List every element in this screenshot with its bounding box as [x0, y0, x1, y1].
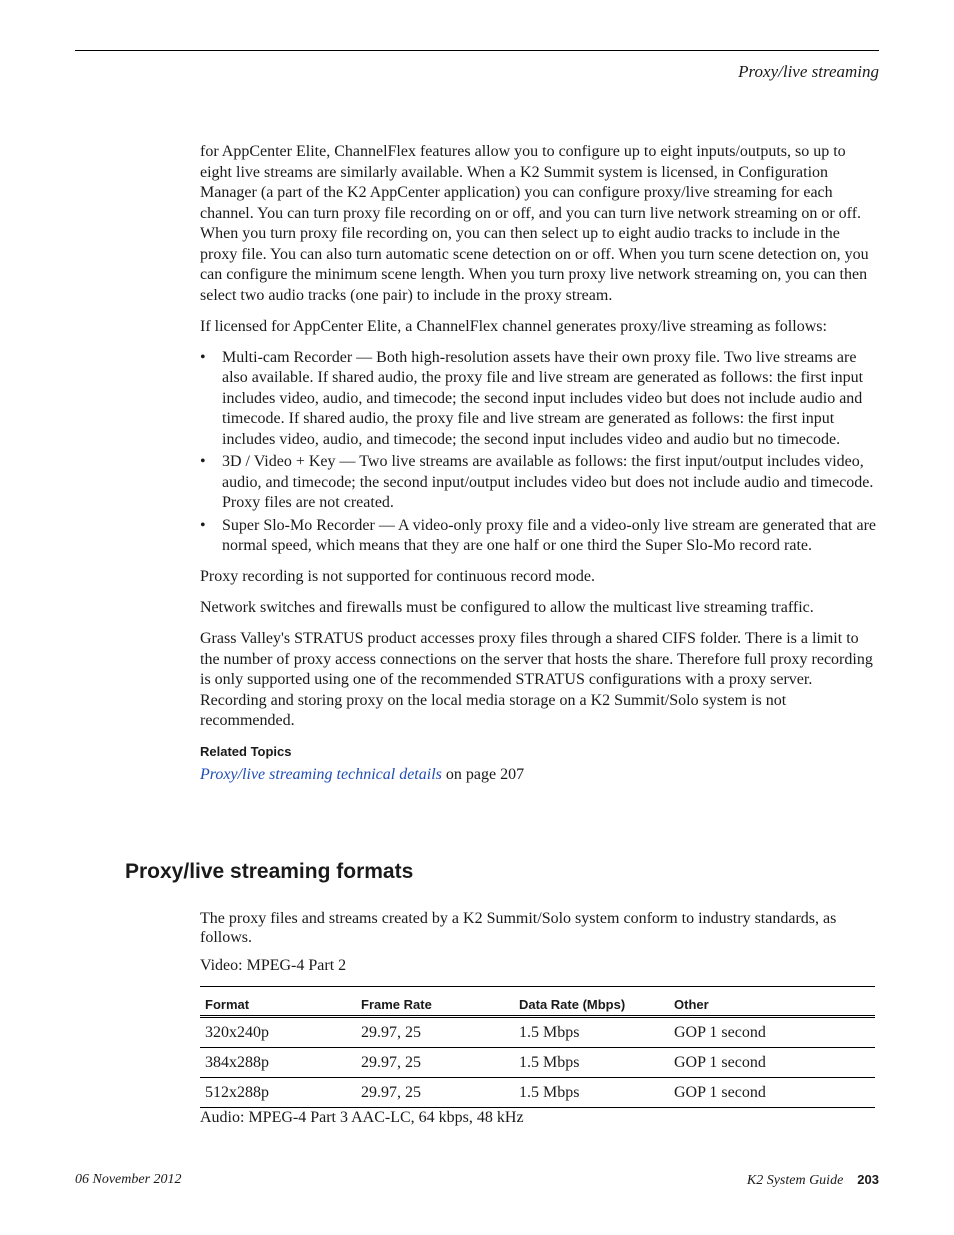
running-head: Proxy/live streaming	[738, 62, 879, 81]
formats-intro: The proxy files and streams created by a K2 Summit/Solo system conform to industry standards, as follows.	[200, 910, 837, 946]
table-cell: 1.5 Mbps	[514, 1017, 669, 1048]
table-cell: 320x240p	[200, 1017, 356, 1048]
table-cell: GOP 1 second	[669, 1048, 875, 1078]
bullet-glyph: •	[200, 348, 206, 366]
list-item	[200, 452, 876, 514]
formats-table	[200, 986, 875, 1108]
column-header-format: Format	[200, 987, 356, 1017]
paragraph-network-switches: Network switches and firewalls must be configured to allow the multicast live streaming traffic.	[200, 599, 814, 616]
formats-section	[200, 909, 876, 1136]
list-item-text: Multi-cam Recorder — Both high-resolution assets have their own proxy file. Two live streams are also available. If shared audio, the proxy file and live stream are generated as follows: the first input includes video, audio, and timecode; the second input includes video but does not include audio and timecode. If shared audio, the proxy file and live stream are generated as follows: the first input includes video, audio, and timecode; the second input includes video and audio but no timecode.	[222, 348, 864, 448]
footer-right	[747, 1172, 879, 1189]
list-item-text: Super Slo-Mo Recorder — A video-only proxy file and a video-only live stream are generated that are normal speed, which means that they are one half or one third the Super Slo-Mo record rate.	[222, 516, 877, 554]
related-topic-page-ref: on page 207	[441, 765, 525, 783]
table-cell: GOP 1 second	[669, 1078, 875, 1108]
body-content	[200, 142, 876, 785]
table-cell: GOP 1 second	[669, 1017, 875, 1048]
table-header-row	[200, 987, 875, 1017]
related-topic-entry	[200, 765, 876, 786]
table-cell: 512x288p	[200, 1078, 356, 1108]
table-cell: 29.97, 25	[356, 1017, 514, 1048]
table-cell: 1.5 Mbps	[514, 1078, 669, 1108]
column-header-data-rate: Data Rate (Mbps)	[514, 987, 669, 1017]
paragraph-stratus: Grass Valley's STRATUS product accesses proxy files through a shared CIFS folder. There is a limit to the number of proxy access connections on the server that hosts the share. Therefore full proxy recording is only supported using one of the recommended STRATUS configurations with a proxy server. Recording and storing proxy on the local media storage on a K2 Summit/Solo system is not recommended.	[200, 630, 873, 729]
section-heading: Proxy/live streaming formats	[125, 860, 414, 883]
header-rule	[75, 50, 879, 51]
table-cell: 384x288p	[200, 1048, 356, 1078]
related-topic-link[interactable]: Proxy/live streaming technical details	[200, 765, 442, 783]
table-cell: 1.5 Mbps	[514, 1048, 669, 1078]
footer-guide-title: K2 System Guide	[746, 1173, 844, 1188]
footer-date: 06 November 2012	[75, 1172, 182, 1187]
bullet-glyph: •	[200, 453, 206, 470]
table-row	[200, 1048, 875, 1078]
table-cell: 29.97, 25	[356, 1078, 514, 1108]
list-item-text: 3D / Video + Key — Two live streams are available as follows: the first input/output includes video, audio, and timecode; the second input/output includes video but does not include audio and timecode. Proxy files are not created.	[222, 453, 874, 511]
paragraph-channelflex: for AppCenter Elite, ChannelFlex features allow you to configure up to eight inputs/outputs, so up to eight live streams are similarly available. When a K2 Summit system is licensed, in Configuration Manager (a part of the K2 AppCenter application) you can configure proxy/live streaming for each channel. You can turn proxy file recording on or off, and you can turn live network streaming on or off. When you turn proxy file recording on, you can then select up to eight audio tracks to include in the proxy file. You can also turn automatic scene detection on or off. When you turn scene detection on, you can configure the minimum scene length. When you turn proxy live network streaming on, you can then select two audio tracks (one pair) to include in the proxy stream.	[200, 143, 869, 304]
list-item	[200, 516, 876, 557]
list-item	[200, 348, 876, 451]
paragraph-continuous-record: Proxy recording is not supported for continuous record mode.	[200, 568, 596, 585]
video-label: Video: MPEG-4 Part 2	[200, 957, 347, 974]
paragraph-licensed: If licensed for AppCenter Elite, a ChannelFlex channel generates proxy/live streaming as follows:	[200, 317, 827, 335]
table-row	[200, 1078, 875, 1108]
related-topics-title: Related Topics	[200, 744, 292, 759]
column-header-other: Other	[669, 987, 875, 1017]
column-header-frame-rate: Frame Rate	[356, 987, 514, 1017]
bullet-glyph: •	[200, 516, 206, 534]
table-cell: 29.97, 25	[356, 1048, 514, 1078]
page-number: 203	[857, 1172, 879, 1187]
bullet-list	[200, 348, 876, 557]
audio-label: Audio: MPEG-4 Part 3 AAC-LC, 64 kbps, 48 kHz	[200, 1109, 524, 1126]
table-row	[200, 1017, 875, 1048]
